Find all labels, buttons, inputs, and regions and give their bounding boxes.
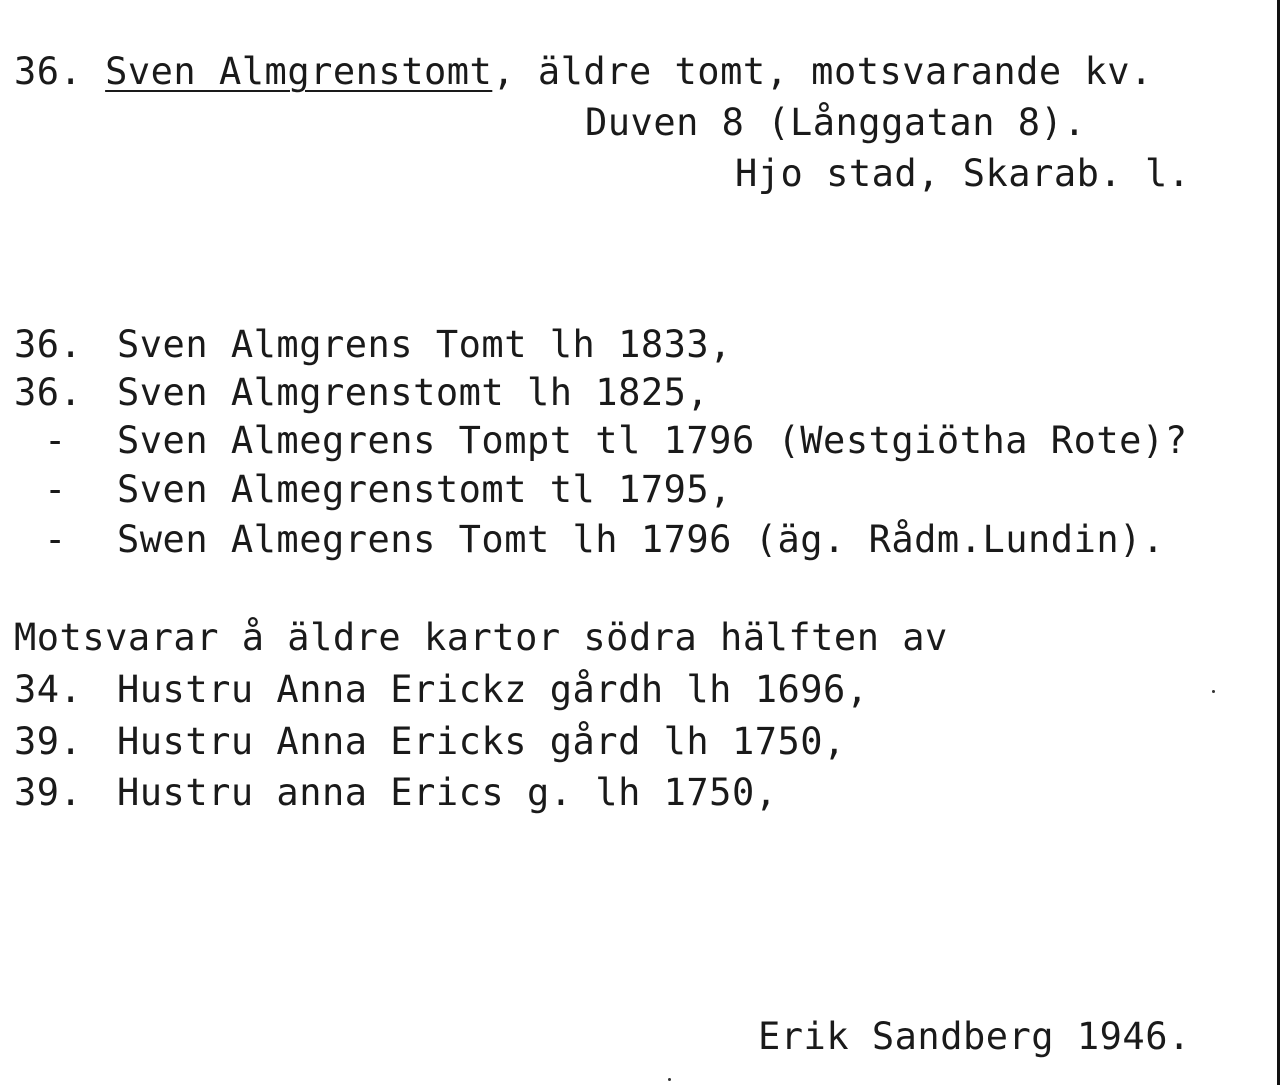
scan-speck — [1212, 690, 1215, 693]
older-map-row — [14, 720, 846, 763]
older-maps-intro: Motsvarar å äldre kartor södra hälften av — [14, 616, 948, 659]
signature: Erik Sandberg 1946. — [758, 1015, 1191, 1058]
header-line-1 — [14, 50, 1153, 93]
card-edge-line — [1277, 0, 1280, 1085]
header-rest: , äldre tomt, motsvarande kv. — [492, 50, 1153, 93]
entry-marker: - — [44, 468, 67, 511]
header-line-2: Duven 8 (Långgatan 8). — [585, 101, 1087, 144]
entry-row — [14, 371, 710, 414]
entry-marker: 36. — [14, 371, 83, 414]
scan-speck — [668, 1078, 671, 1081]
entry-text: Swen Almegrens Tomt lh 1796 (äg. Rådm.Lundin). — [117, 518, 1165, 561]
entry-text: Sven Almegrenstomt tl 1795, — [117, 468, 732, 511]
header-line-3: Hjo stad, Skarab. l. — [735, 152, 1191, 195]
entry-row — [14, 323, 732, 366]
older-map-marker: 39. — [14, 771, 83, 814]
entry-marker: 36. — [14, 323, 83, 366]
older-map-marker: 39. — [14, 720, 83, 763]
entry-row — [44, 518, 1165, 561]
older-map-row — [14, 771, 778, 814]
entry-marker: - — [44, 518, 67, 561]
older-map-text: Hustru anna Erics g. lh 1750, — [117, 771, 778, 814]
entry-row — [44, 419, 1188, 462]
older-map-text: Hustru Anna Ericks gård lh 1750, — [117, 720, 846, 763]
older-map-text: Hustru Anna Erickz gårdh lh 1696, — [117, 668, 869, 711]
entry-text: Sven Almegrens Tompt tl 1796 (Westgiötha Rote)? — [117, 419, 1188, 462]
entry-row — [44, 468, 732, 511]
header-number: 36. — [14, 50, 83, 93]
entry-marker: - — [44, 419, 67, 462]
older-map-marker: 34. — [14, 668, 83, 711]
entry-text: Sven Almgrens Tomt lh 1833, — [117, 323, 732, 366]
entry-text: Sven Almgrenstomt lh 1825, — [117, 371, 710, 414]
header-name: Sven Almgrenstomt — [105, 50, 493, 93]
older-map-row — [14, 668, 869, 711]
